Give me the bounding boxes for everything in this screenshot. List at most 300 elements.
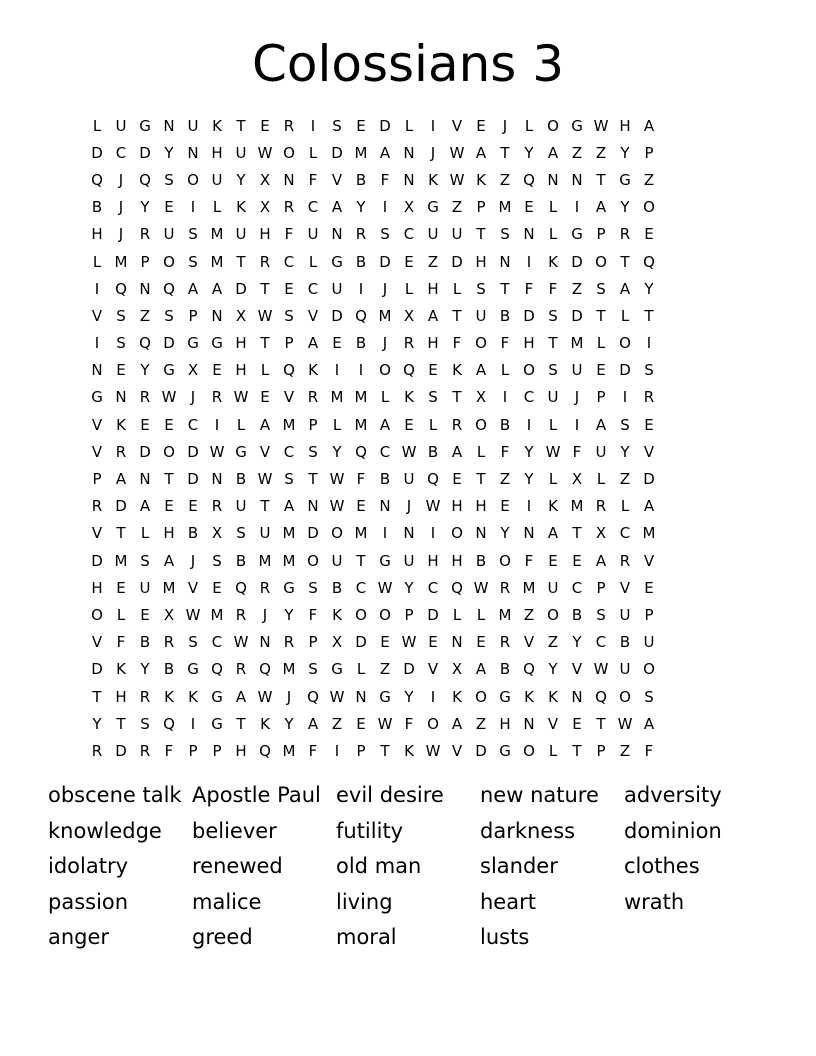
grid-letter: Z	[427, 252, 439, 271]
grid-letter: O	[91, 605, 103, 624]
grid-letter: Q	[163, 279, 175, 298]
grid-letter: R	[307, 388, 319, 407]
grid-letter: E	[164, 497, 174, 516]
grid-letter: U	[619, 605, 631, 624]
grid-letter: S	[476, 279, 486, 298]
grid-letter: R	[139, 388, 151, 407]
grid-letter: Z	[499, 470, 511, 489]
grid-letter: R	[139, 741, 151, 760]
grid-letter: U	[451, 225, 463, 244]
grid-letter: U	[187, 116, 199, 135]
grid-letter: L	[116, 605, 126, 624]
grid-letter: U	[235, 225, 247, 244]
word-list-item: darkness	[480, 818, 576, 843]
grid-letter: Y	[140, 198, 150, 217]
grid-letter: H	[475, 497, 487, 516]
grid-letter: F	[284, 225, 294, 244]
grid-letter: V	[91, 415, 103, 434]
grid-letter: O	[499, 551, 511, 570]
grid-letter: C	[403, 225, 415, 244]
grid-letter: F	[308, 741, 318, 760]
grid-letter: W	[257, 306, 273, 325]
grid-letter: V	[619, 578, 631, 597]
grid-letter: W	[329, 497, 345, 516]
grid-letter: Q	[451, 578, 463, 597]
grid-letter: P	[644, 605, 654, 624]
grid-letter: A	[211, 279, 223, 298]
grid-letter: V	[91, 442, 103, 461]
grid-letter: O	[283, 143, 295, 162]
grid-letter: R	[211, 497, 223, 516]
grid-letter: E	[404, 252, 414, 271]
grid-letter: T	[260, 334, 270, 353]
grid-letter: A	[235, 687, 247, 706]
grid-letter: T	[596, 306, 606, 325]
grid-letter: R	[283, 633, 295, 652]
grid-letter: Y	[644, 279, 654, 298]
grid-letter: G	[571, 225, 583, 244]
grid-letter: B	[619, 633, 631, 652]
grid-letter: V	[643, 442, 655, 461]
grid-letter: T	[500, 279, 510, 298]
grid-letter: Z	[643, 170, 655, 189]
grid-letter: M	[282, 415, 296, 434]
grid-letter: O	[595, 252, 607, 271]
grid-letter: D	[235, 279, 247, 298]
word-list-item: Apostle Paul	[192, 783, 321, 807]
grid-letter: N	[403, 170, 415, 189]
grid-letter: L	[236, 415, 246, 434]
grid-letter: T	[476, 225, 486, 244]
grid-letter: S	[188, 225, 198, 244]
grid-letter: V	[283, 388, 295, 407]
grid-letter: D	[331, 306, 343, 325]
grid-row	[85, 384, 733, 411]
grid-letter: M	[354, 524, 368, 543]
grid-letter: D	[115, 497, 127, 516]
grid-letter: B	[499, 306, 511, 325]
grid-letter: C	[619, 524, 631, 543]
grid-letter: Q	[403, 361, 415, 380]
grid-letter: U	[571, 361, 583, 380]
grid-letter: T	[260, 279, 270, 298]
grid-letter: E	[596, 361, 606, 380]
grid-letter: Q	[643, 252, 655, 271]
grid-letter: F	[356, 470, 366, 489]
grid-letter: O	[427, 714, 439, 733]
grid-letter: T	[236, 116, 246, 135]
grid-letter: E	[260, 116, 270, 135]
grid-letter: M	[258, 551, 272, 570]
grid-letter: E	[548, 551, 558, 570]
grid-letter: R	[139, 225, 151, 244]
grid-letter: G	[379, 687, 391, 706]
grid-letter: H	[235, 334, 247, 353]
grid-letter: Z	[571, 279, 583, 298]
grid-letter: R	[451, 415, 463, 434]
grid-letter: B	[187, 524, 199, 543]
grid-letter: M	[282, 524, 296, 543]
grid-letter: D	[91, 143, 103, 162]
grid-letter: E	[140, 605, 150, 624]
grid-letter: T	[452, 306, 462, 325]
grid-letter: I	[334, 361, 340, 380]
grid-letter: Y	[236, 170, 246, 189]
grid-letter: W	[233, 388, 249, 407]
grid-letter: U	[643, 633, 655, 652]
grid-letter: O	[523, 361, 535, 380]
grid-letter: S	[308, 660, 318, 679]
grid-letter: L	[404, 116, 414, 135]
grid-letter: Q	[283, 361, 295, 380]
grid-letter: D	[403, 660, 415, 679]
grid-letter: K	[116, 415, 126, 434]
grid-letter: A	[307, 714, 319, 733]
grid-letter: Y	[140, 660, 150, 679]
grid-letter: H	[427, 279, 439, 298]
grid-letter: J	[574, 388, 580, 407]
grid-letter: U	[331, 551, 343, 570]
grid-letter: H	[523, 334, 535, 353]
grid-letter: O	[331, 524, 343, 543]
grid-letter: O	[307, 551, 319, 570]
grid-letter: Q	[163, 714, 175, 733]
grid-letter: S	[548, 361, 558, 380]
grid-letter: V	[427, 660, 439, 679]
grid-letter: P	[356, 741, 366, 760]
word-list-item: old man	[336, 854, 422, 879]
grid-letter: S	[284, 306, 294, 325]
grid-letter: K	[548, 497, 558, 516]
grid-letter: Q	[523, 660, 535, 679]
grid-letter: Z	[139, 306, 151, 325]
grid-letter: D	[523, 306, 535, 325]
grid-letter: Y	[404, 687, 414, 706]
grid-letter: A	[595, 198, 607, 217]
grid-letter: C	[307, 198, 319, 217]
grid-letter: D	[379, 116, 391, 135]
grid-letter: R	[115, 442, 127, 461]
grid-letter: L	[260, 361, 270, 380]
grid-row	[85, 629, 733, 656]
grid-letter: G	[163, 361, 175, 380]
grid-letter: N	[115, 388, 127, 407]
word-list	[48, 778, 768, 956]
grid-letter: Q	[115, 279, 127, 298]
grid-letter: S	[620, 415, 630, 434]
word-list-item: dominion	[624, 818, 722, 843]
grid-letter: F	[404, 714, 414, 733]
grid-letter: E	[572, 714, 582, 733]
grid-letter: B	[91, 198, 103, 217]
grid-row	[85, 710, 733, 737]
grid-letter: G	[211, 334, 223, 353]
grid-letter: E	[572, 551, 582, 570]
grid-letter: B	[355, 252, 367, 271]
grid-letter: H	[163, 524, 175, 543]
grid-row	[85, 248, 733, 275]
grid-letter: P	[308, 633, 318, 652]
grid-letter: W	[425, 741, 441, 760]
grid-letter: M	[570, 334, 584, 353]
grid-letter: W	[449, 143, 465, 162]
grid-letter: O	[643, 198, 655, 217]
grid-letter: U	[547, 578, 559, 597]
grid-letter: G	[499, 741, 511, 760]
grid-letter: X	[595, 524, 607, 543]
grid-letter: V	[643, 551, 655, 570]
grid-letter: I	[358, 361, 364, 380]
grid-letter: T	[596, 714, 606, 733]
grid-letter: A	[619, 279, 631, 298]
grid-letter: W	[473, 578, 489, 597]
word-list-item: heart	[480, 889, 536, 914]
grid-letter: B	[235, 551, 247, 570]
grid-letter: Q	[259, 660, 271, 679]
grid-letter: T	[356, 551, 366, 570]
grid-letter: W	[617, 714, 633, 733]
grid-letter: K	[188, 687, 198, 706]
grid-letter: H	[451, 497, 463, 516]
grid-letter: W	[401, 633, 417, 652]
grid-letter: S	[644, 687, 654, 706]
grid-letter: M	[354, 143, 368, 162]
grid-letter: V	[307, 306, 319, 325]
grid-letter: U	[403, 470, 415, 489]
grid-letter: N	[571, 687, 583, 706]
grid-letter: H	[499, 714, 511, 733]
grid-letter: N	[523, 714, 535, 733]
grid-letter: Z	[499, 170, 511, 189]
grid-letter: F	[548, 279, 558, 298]
grid-letter: C	[523, 388, 535, 407]
grid-letter: A	[163, 551, 175, 570]
grid-row	[85, 275, 733, 302]
grid-letter: H	[451, 551, 463, 570]
grid-letter: R	[499, 633, 511, 652]
grid-letter: L	[500, 361, 510, 380]
grid-letter: E	[452, 470, 462, 489]
grid-letter: V	[91, 633, 103, 652]
grid-letter: F	[164, 741, 174, 760]
grid-letter: C	[571, 578, 583, 597]
grid-letter: W	[257, 687, 273, 706]
grid-letter: I	[430, 116, 436, 135]
grid-row	[85, 411, 733, 438]
grid-letter: H	[235, 741, 247, 760]
grid-letter: P	[140, 252, 150, 271]
grid-letter: K	[548, 687, 558, 706]
grid-letter: N	[283, 170, 295, 189]
grid-letter: M	[642, 524, 656, 543]
grid-letter: T	[116, 524, 126, 543]
word-list-item: greed	[192, 925, 253, 950]
grid-letter: V	[91, 306, 103, 325]
grid-letter: U	[595, 442, 607, 461]
grid-letter: D	[643, 470, 655, 489]
grid-letter: F	[524, 551, 534, 570]
grid-letter: L	[92, 252, 102, 271]
grid-letter: K	[452, 361, 462, 380]
grid-letter: A	[475, 660, 487, 679]
grid-letter: O	[163, 252, 175, 271]
grid-letter: O	[475, 415, 487, 434]
grid-letter: W	[593, 116, 609, 135]
grid-letter: S	[140, 551, 150, 570]
grid-letter: L	[332, 415, 342, 434]
grid-letter: N	[451, 633, 463, 652]
grid-letter: B	[499, 660, 511, 679]
grid-letter: E	[356, 497, 366, 516]
grid-letter: H	[211, 143, 223, 162]
grid-letter: D	[91, 660, 103, 679]
grid-letter: G	[187, 660, 199, 679]
grid-letter: M	[210, 605, 224, 624]
grid-letter: Z	[571, 143, 583, 162]
grid-letter: E	[500, 497, 510, 516]
grid-letter: W	[449, 170, 465, 189]
grid-letter: T	[116, 714, 126, 733]
word-list-item: evil desire	[336, 783, 444, 807]
grid-letter: K	[452, 687, 462, 706]
grid-letter: N	[139, 279, 151, 298]
grid-letter: Y	[356, 198, 366, 217]
grid-letter: M	[498, 198, 512, 217]
grid-letter: W	[329, 470, 345, 489]
grid-letter: X	[259, 198, 271, 217]
word-list-item: believer	[192, 818, 277, 843]
grid-letter: D	[187, 442, 199, 461]
grid-letter: I	[526, 415, 532, 434]
grid-letter: I	[190, 714, 196, 733]
grid-letter: L	[212, 198, 222, 217]
grid-letter: I	[382, 198, 388, 217]
grid-letter: Q	[523, 170, 535, 189]
grid-letter: O	[379, 361, 391, 380]
grid-letter: M	[282, 551, 296, 570]
grid-letter: S	[308, 442, 318, 461]
grid-letter: I	[430, 524, 436, 543]
grid-letter: D	[331, 143, 343, 162]
grid-letter: B	[571, 605, 583, 624]
grid-letter: V	[451, 741, 463, 760]
grid-letter: V	[451, 116, 463, 135]
grid-letter: Y	[572, 633, 582, 652]
grid-letter: A	[115, 470, 127, 489]
word-list-item: malice	[192, 889, 262, 914]
grid-letter: R	[163, 633, 175, 652]
grid-letter: V	[571, 660, 583, 679]
grid-letter: X	[331, 633, 343, 652]
grid-letter: E	[476, 633, 486, 652]
grid-letter: F	[116, 633, 126, 652]
grid-row	[85, 737, 733, 764]
grid-letter: L	[356, 660, 366, 679]
grid-letter: J	[502, 116, 508, 135]
grid-letter: Y	[140, 361, 150, 380]
grid-row	[85, 547, 733, 574]
grid-letter: E	[356, 116, 366, 135]
grid-letter: Q	[595, 687, 607, 706]
grid-letter: E	[164, 415, 174, 434]
grid-letter: I	[646, 334, 652, 353]
word-list-item: living	[336, 889, 393, 914]
grid-letter: U	[163, 225, 175, 244]
grid-letter: W	[329, 687, 345, 706]
grid-letter: E	[428, 633, 438, 652]
grid-letter: T	[572, 741, 582, 760]
grid-letter: R	[139, 687, 151, 706]
grid-letter: M	[210, 225, 224, 244]
grid-letter: X	[259, 170, 271, 189]
grid-letter: B	[331, 578, 343, 597]
grid-letter: O	[643, 660, 655, 679]
grid-letter: I	[310, 116, 316, 135]
word-list-item: lusts	[480, 925, 530, 950]
grid-letter: K	[236, 198, 246, 217]
grid-letter: I	[526, 252, 532, 271]
grid-letter: Z	[595, 143, 607, 162]
grid-letter: T	[260, 497, 270, 516]
grid-letter: E	[188, 497, 198, 516]
grid-letter: W	[209, 442, 225, 461]
grid-letter: R	[91, 497, 103, 516]
grid-letter: A	[547, 524, 559, 543]
word-list-item: moral	[336, 925, 397, 950]
grid-letter: R	[91, 741, 103, 760]
grid-letter: H	[91, 225, 103, 244]
grid-letter: B	[355, 334, 367, 353]
word-list-item: slander	[480, 854, 558, 879]
grid-letter: G	[499, 687, 511, 706]
grid-letter: Q	[259, 741, 271, 760]
grid-letter: E	[356, 714, 366, 733]
page-title: Colossians 3	[251, 35, 565, 93]
grid-letter: A	[379, 143, 391, 162]
word-list-item: anger	[48, 925, 110, 950]
grid-letter: U	[235, 497, 247, 516]
grid-letter: H	[259, 225, 271, 244]
grid-letter: D	[619, 361, 631, 380]
grid-letter: F	[380, 170, 390, 189]
grid-letter: V	[547, 714, 559, 733]
grid-letter: M	[354, 388, 368, 407]
grid-letter: K	[524, 687, 534, 706]
grid-letter: L	[380, 388, 390, 407]
grid-row	[85, 221, 733, 248]
grid-letter: D	[163, 334, 175, 353]
grid-letter: Y	[524, 470, 534, 489]
grid-letter: F	[644, 741, 654, 760]
grid-letter: U	[115, 116, 127, 135]
grid-letter: E	[644, 225, 654, 244]
grid-letter: K	[164, 687, 174, 706]
word-list-item: idolatry	[48, 854, 129, 879]
grid-letter: L	[548, 225, 558, 244]
grid-letter: S	[500, 225, 510, 244]
grid-letter: U	[235, 143, 247, 162]
grid-letter: S	[428, 388, 438, 407]
word-list-item: knowledge	[48, 818, 162, 843]
grid-letter: F	[524, 279, 534, 298]
grid-letter: D	[571, 306, 583, 325]
grid-row	[85, 520, 733, 547]
grid-letter: N	[547, 170, 559, 189]
grid-letter: X	[187, 361, 199, 380]
grid-letter: L	[548, 470, 558, 489]
grid-letter: R	[595, 497, 607, 516]
grid-letter: C	[283, 442, 295, 461]
